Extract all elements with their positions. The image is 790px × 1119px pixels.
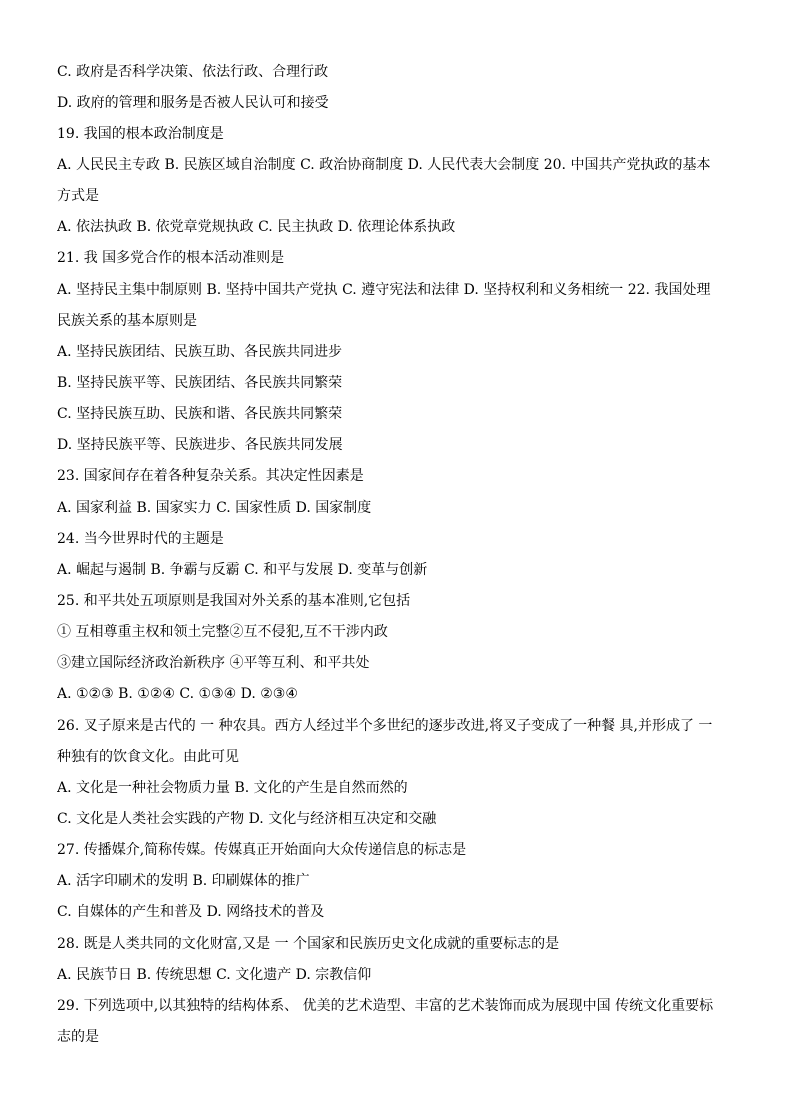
text-line: 方式是 — [57, 188, 99, 204]
text-line: A. 活字印刷术的发明 B. 印刷媒体的推广 — [57, 873, 310, 889]
question-21: 21. 我 国多党合作的根本活动准则是 — [57, 250, 285, 266]
text-line: 种独有的饮食文化。由此可见 — [57, 749, 239, 765]
question-28: 28. 既是人类共同的文化财富,又是 一 个国家和民族历史文化成就的重要标志的是 — [57, 936, 560, 952]
text-line: A. 依法执政 B. 依党章党规执政 C. 民主执政 D. 依理论体系执政 — [57, 219, 456, 235]
text-line: A. 民族节日 B. 传统思想 C. 文化遗产 D. 宗教信仰 — [57, 967, 372, 983]
text-line: C. 政府是否科学决策、依法行政、合理行政 — [57, 64, 329, 80]
text-line: A. 国家利益 B. 国家实力 C. 国家性质 D. 国家制度 — [57, 500, 372, 516]
text-line: A. 坚持民族团结、民族互助、各民族共同进步 — [57, 344, 343, 360]
text-line: C. 坚持民族互助、民族和谐、各民族共同繁荣 — [57, 406, 343, 422]
text-line: A. 人民民主专政 B. 民族区域自治制度 C. 政治协商制度 D. 人民代表大会制度 20. 中国共产党执政的基本 — [57, 157, 711, 173]
question-25: 25. 和平共处五项原则是我国对外关系的基本准则,它包括 — [57, 593, 411, 609]
text-line: C. 自媒体的产生和普及 D. 网络技术的普及 — [57, 904, 325, 920]
text-line: A. 坚持民主集中制原则 B. 坚持中国共产党执 C. 遵守宪法和法律 D. 坚持权利和义务相统一 22. 我国处理 — [57, 282, 711, 298]
question-27: 27. 传播媒介,简称传媒。传媒真正开始面向大众传递信息的标志是 — [57, 842, 467, 858]
text-line: A. 文化是一种社会物质力量 B. 文化的产生是自然而然的 — [57, 780, 408, 796]
question-24: 24. 当今世界时代的主题是 — [57, 531, 224, 547]
text-line: ① 互相尊重主权和领土完整②互不侵犯,互不干涉内政 — [57, 624, 388, 640]
question-19: 19. 我国的根本政治制度是 — [57, 126, 224, 142]
text-line: 志的是 — [57, 1029, 99, 1045]
text-line: D. 政府的管理和服务是否被人民认可和接受 — [57, 95, 329, 111]
question-29: 29. 下列选项中,以其独特的结构体系、 优美的艺术造型、丰富的艺术装饰而成为展现中国 传统文化重要标 — [57, 998, 714, 1014]
text-line: ③建立国际经济政治新秩序 ④平等互利、和平共处 — [57, 655, 370, 671]
text-line: 民族关系的基本原则是 — [57, 313, 197, 329]
text-line: C. 文化是人类社会实践的产物 D. 文化与经济相互决定和交融 — [57, 811, 437, 827]
text-line: A. 崛起与遏制 B. 争霸与反霸 C. 和平与发展 D. 变革与创新 — [57, 562, 428, 578]
text-line: B. 坚持民族平等、民族团结、各民族共同繁荣 — [57, 375, 343, 391]
question-26: 26. 叉子原来是古代的 一 种农具。西方人经过半个多世纪的逐步改进,将叉子变成了一种餐 具,并形成了 一 — [57, 718, 713, 734]
text-line: D. 坚持民族平等、民族进步、各民族共同发展 — [57, 437, 343, 453]
text-line: A. ①②③ B. ①②④ C. ①③④ D. ②③④ — [57, 686, 298, 702]
question-23: 23. 国家间存在着各种复杂关系。其决定性因素是 — [57, 468, 364, 484]
